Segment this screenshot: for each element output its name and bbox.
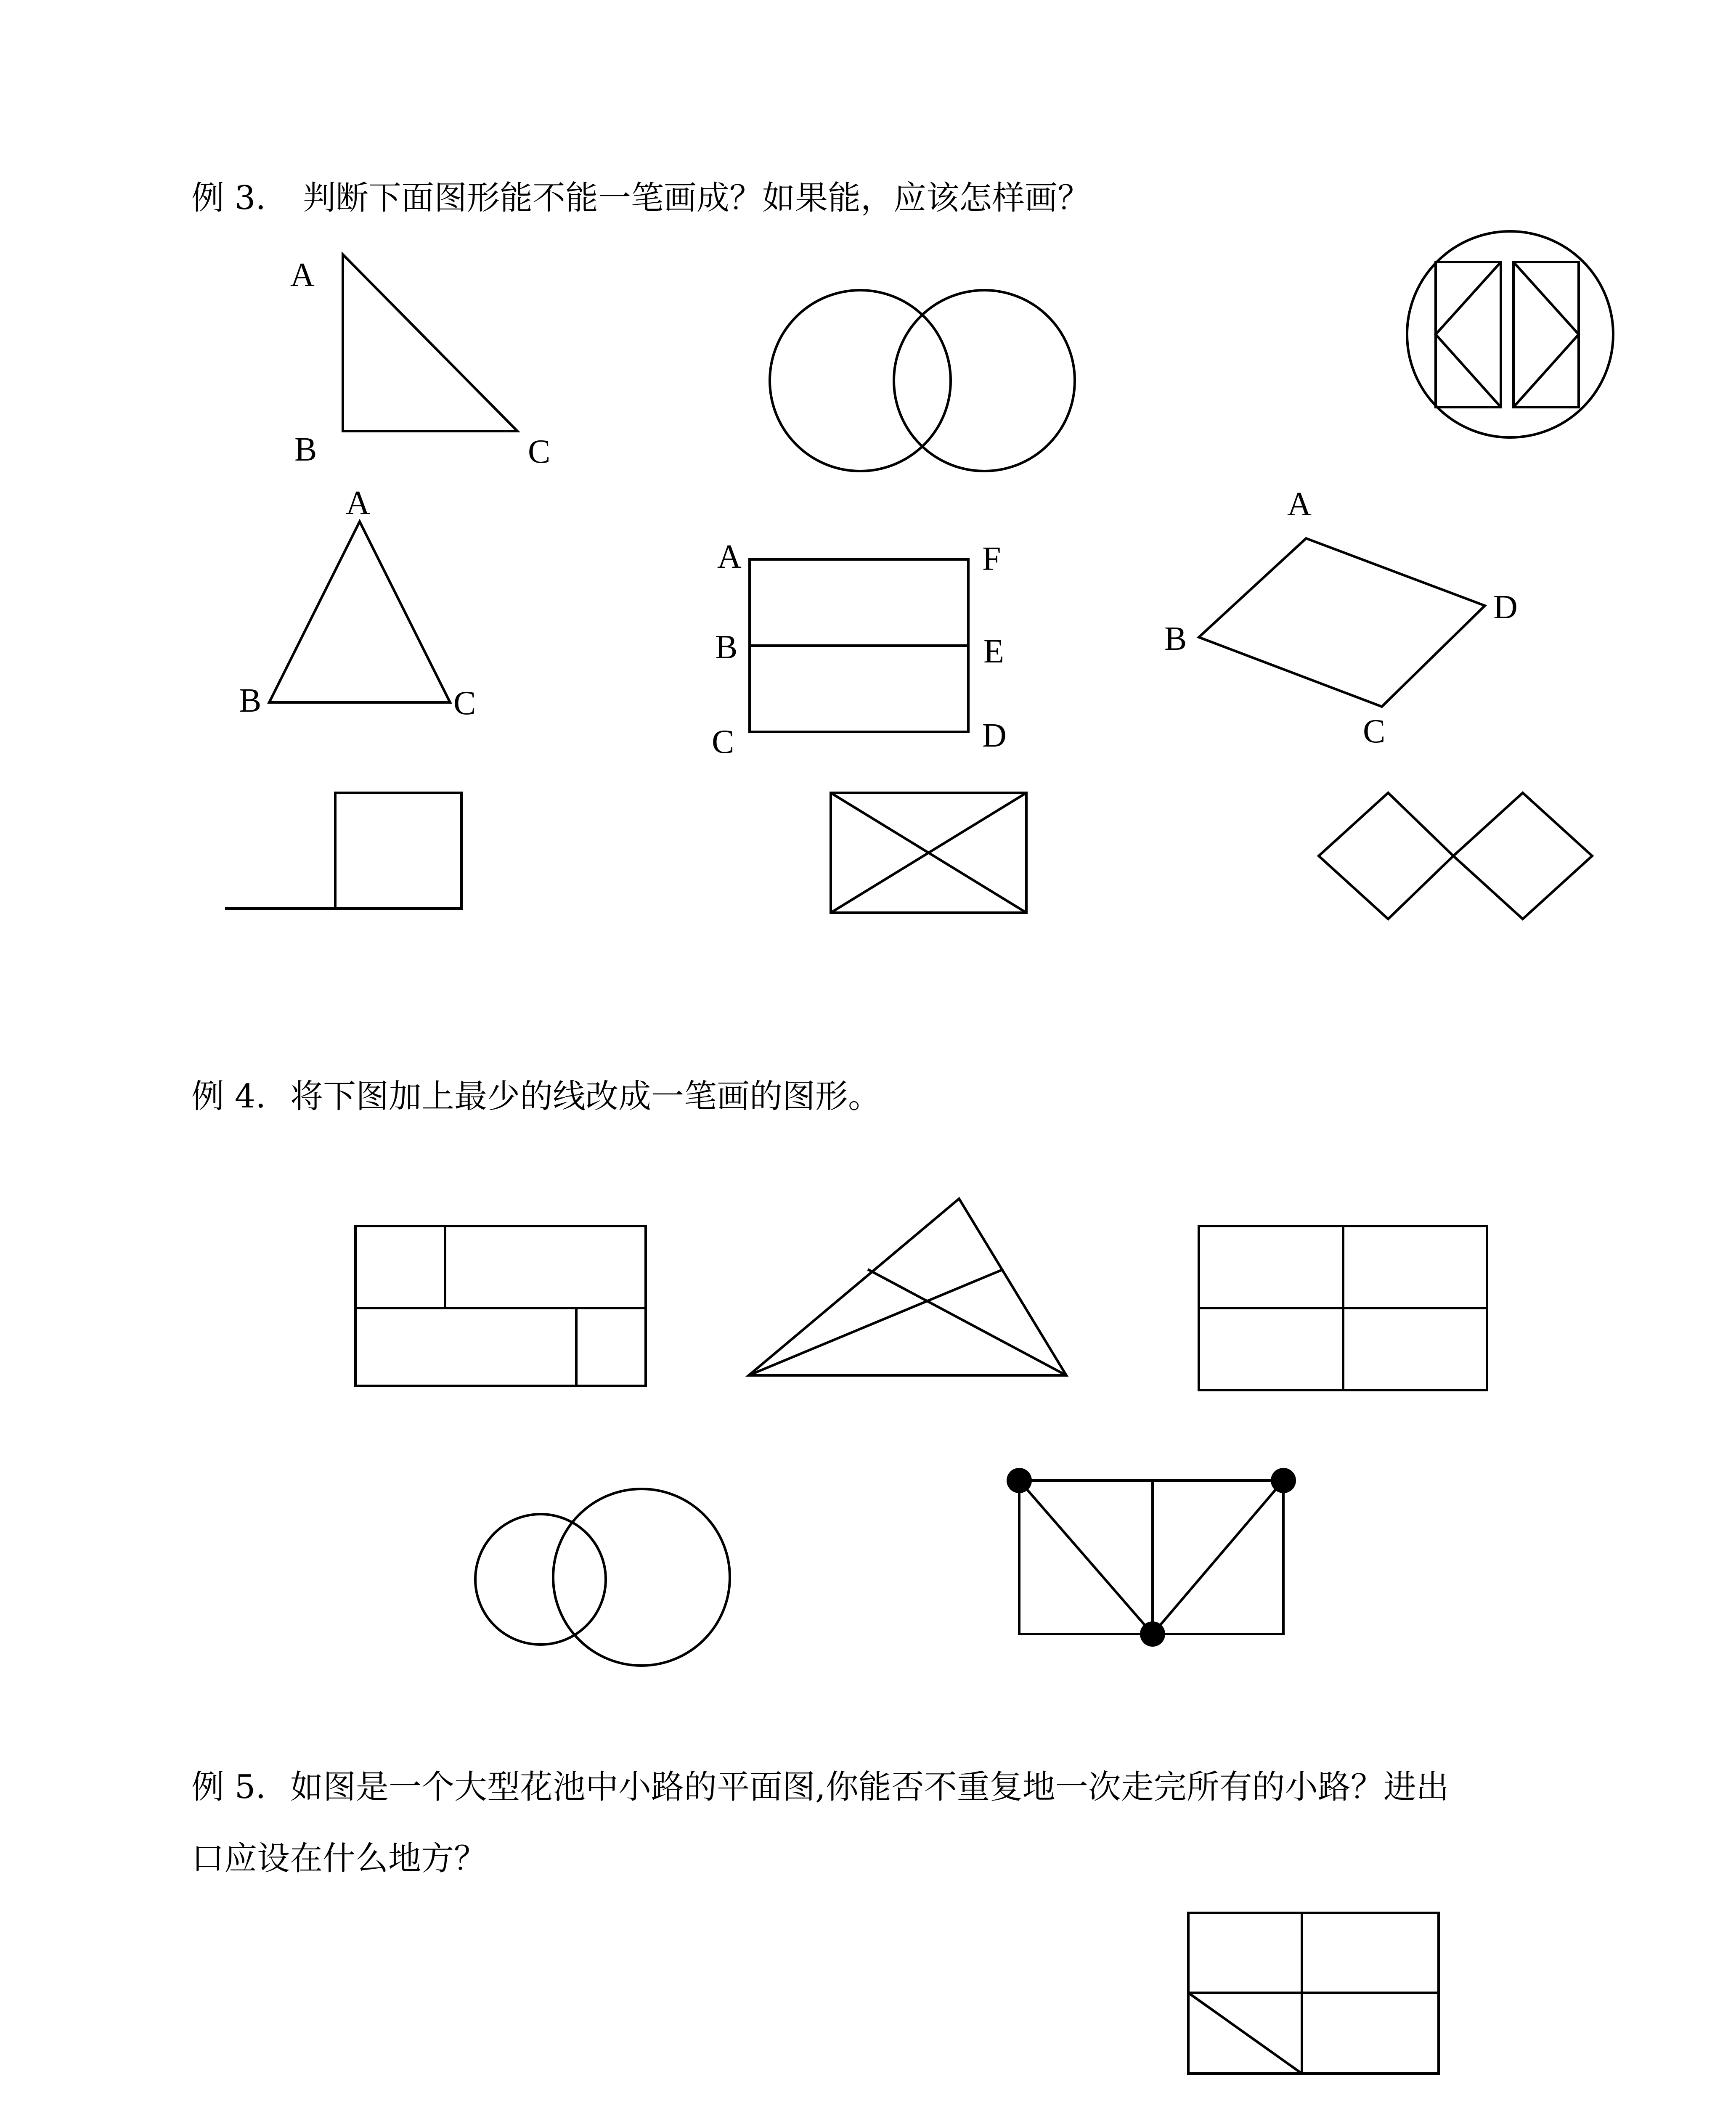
rhombus-label-a: A (1287, 486, 1312, 523)
right-triangle-label-b: B (294, 431, 317, 468)
vertex-dot-top-left (1007, 1468, 1032, 1493)
rhombus-label-d: D (1493, 589, 1518, 626)
vertex-dot-bottom-middle (1140, 1621, 1165, 1647)
rhombus-figure (1164, 486, 1518, 750)
rectangle-label-d: D (982, 717, 1007, 754)
garden-paths-figure (1188, 1913, 1439, 2074)
four-cell-rectangle-figure (1199, 1226, 1487, 1390)
two-diamonds-figure (1319, 793, 1592, 919)
rhombus-label-b: B (1164, 620, 1187, 657)
right-triangle-label-c: C (528, 433, 551, 470)
rectangle-with-diagonals-figure (831, 793, 1026, 913)
rectangle-label-c: C (712, 723, 734, 760)
circle-with-kite-boxes-figure (1407, 231, 1613, 437)
rhombus-label-c: C (1363, 713, 1386, 750)
example-5-number: 例 5. (191, 1768, 266, 1806)
example-3-number: 例 3. (191, 179, 266, 217)
rectangle-label-f: F (982, 540, 1001, 577)
right-triangle-figure (290, 254, 550, 470)
rectangle-label-e: E (983, 633, 1004, 670)
overlapping-circles-figure (770, 290, 1075, 471)
triangle-label-a: A (346, 485, 370, 522)
two-unequal-circles-figure (475, 1489, 730, 1666)
example-4-number: 例 4. (191, 1078, 266, 1115)
triangle-with-cevians-figure (749, 1199, 1066, 1375)
triangle-label-b: B (239, 682, 262, 719)
example-3-question: 判断下面图形能不能一笔画成？如果能，应该怎样画？ (303, 179, 1091, 217)
square-with-tail-figure (225, 793, 461, 908)
example-5-question-line1: 如图是一个大型花池中小路的平面图,你能否不重复地一次走完所有的小路？进出 (290, 1768, 1449, 1806)
triangle-figure (239, 485, 476, 722)
rectangle-label-b: B (715, 629, 738, 666)
right-triangle-label-a: A (290, 257, 315, 294)
triangle-label-c: C (453, 685, 476, 722)
rectangle-with-dots-figure (1007, 1468, 1296, 1647)
rectangle-label-a: A (717, 538, 742, 575)
vertex-dot-top-right (1271, 1468, 1296, 1493)
divided-rectangle-figure (712, 538, 1007, 760)
example-5-question-line2: 口应设在什么地方？ (191, 1840, 487, 1878)
example-4-question: 将下图加上最少的线改成一笔画的图形。 (290, 1078, 881, 1115)
partitioned-rectangle-figure (355, 1226, 646, 1386)
